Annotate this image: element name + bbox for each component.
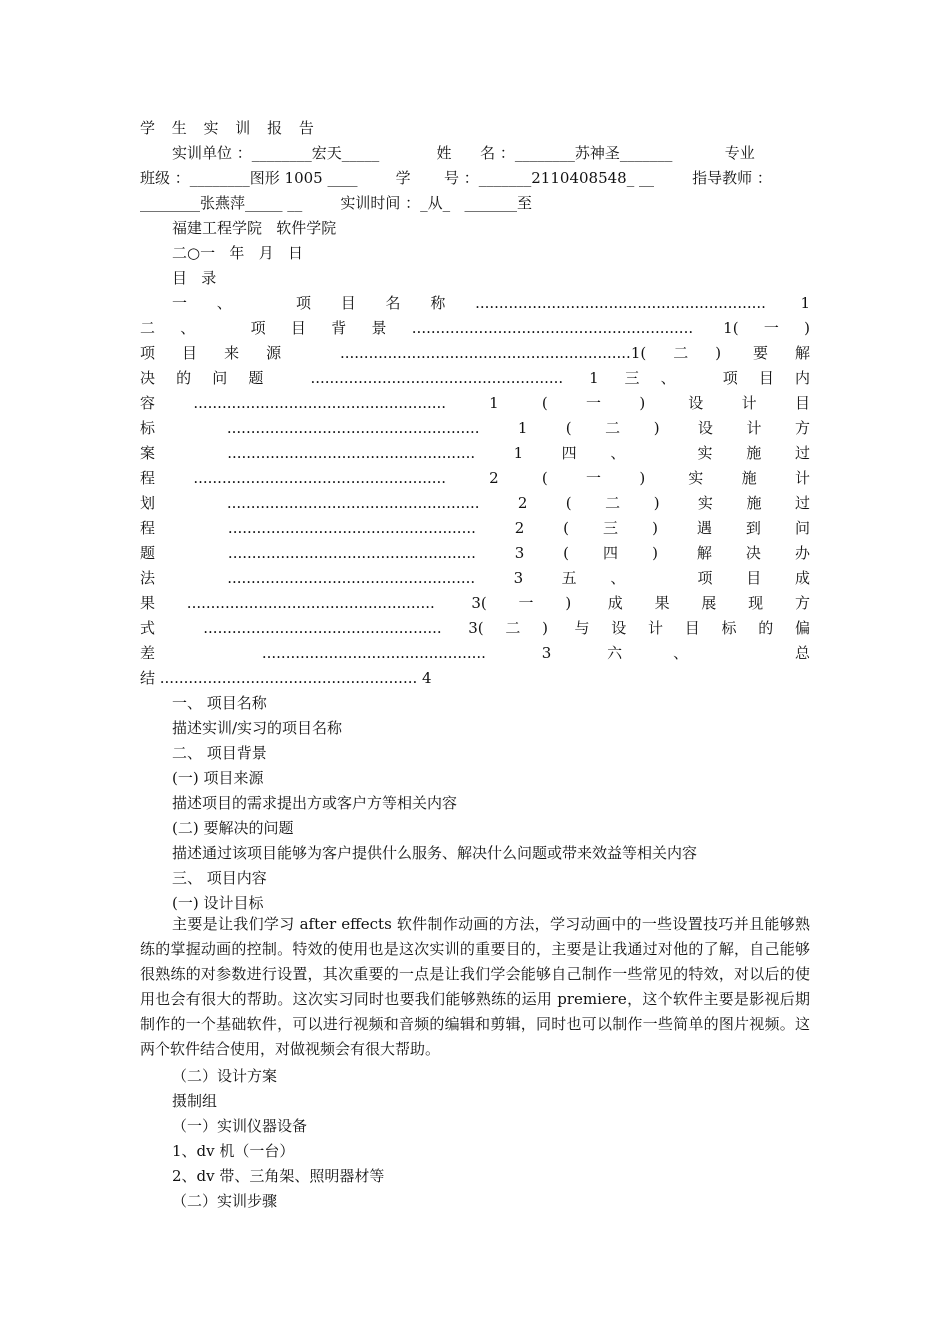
toc-line: 案 .................................................... 1 四、 实施过 [140, 444, 810, 462]
subsection-heading: (一) 项目来源 [172, 769, 264, 787]
subsection-heading: （一）实训仪器设备 [172, 1117, 308, 1135]
toc-line: 题 .................................................... 3 (四) 解决办 [140, 544, 810, 562]
toc-line: 结 ...................................................... 4 [140, 669, 432, 687]
section-text: 描述通过该项目能够为客户提供什么服务、解决什么问题或带来效益等相关内容 [172, 844, 698, 862]
list-item: 2、dv 带、三角架、照明器材等 [172, 1167, 385, 1185]
info-line-1: 实训单位 ：________宏天_____ 姓 名 ：________苏神圣_______ 专业 [172, 144, 755, 162]
toc-line: 二、 项目背景........................................................... 1(一) [140, 319, 810, 337]
toc-line: 程 .................................................... 2 (三) 遇到问 [140, 519, 810, 537]
toc-line: 容..................................................... 1 (一) 设计目 [140, 394, 810, 412]
subsection-heading: （二）实训步骤 [172, 1192, 278, 1210]
subsection-heading: (二) 要解决的问题 [172, 819, 294, 837]
section-heading: 三、 项目内容 [172, 869, 267, 887]
toc-line: 划 ..................................................... 2 (二) 实施过 [140, 494, 810, 512]
toc-heading: 目 录 [172, 269, 217, 287]
subsection-heading: （二）设计方案 [172, 1067, 278, 1085]
section-heading: 一、 项目名称 [172, 694, 267, 712]
info-line-3: ________张燕萍_____ __ 实训时间 ：_从_ _______至 [140, 194, 532, 212]
group-label: 摄制组 [172, 1092, 218, 1110]
report-date: 二○一 年 月 日 [172, 244, 304, 262]
info-line-2: 班级 ：________图形 1005 ____ 学 号 ：_______2110408548_ __ 指导教师 ： [140, 169, 772, 187]
toc-line: 标 ..................................................... 1 (二) 设计方 [140, 419, 810, 437]
toc-line: 一、 项目名称............................................................. 1 [172, 294, 810, 312]
toc-line: 决的问题 ..................................................... 1 三、 项目内 [140, 369, 810, 387]
section-heading: 二、 项目背景 [172, 744, 267, 762]
toc-line: 程..................................................... 2 (一) 实施计 [140, 469, 810, 487]
list-item: 1、dv 机（一台） [172, 1142, 295, 1160]
section-text: 描述项目的需求提出方或客户方等相关内容 [172, 794, 458, 812]
school-name: 福建工程学院 软件学院 [172, 219, 337, 237]
subsection-heading: (一) 设计目标 [172, 894, 264, 912]
design-goal-paragraph: 主要是让我们学习 after effects 软件制作动画的方法，学习动画中的一些设置技巧并且能够熟练的掌握动画的控制。特效的使用也是这次实训的重要目的，主要是让我通过对他的了解，自己能够很熟练的对参数进行设置，其次重要的一点是让我们学会能够自己制作一些常见的特效，对以后的使用也会有很大的帮助。这次实习同时也要我们能够熟练的运用 premiere，这个软件主要是影视后期制作的一个基础软件，可以进行视频和音频的编辑和剪辑，同时也可以制作一些简单的图片视频。这两个软件结合使用，对做视频会有很大帮助。 [140, 915, 810, 1058]
section-text: 描述实训/实习的项目名称 [172, 719, 343, 737]
toc-line: 法 .................................................... 3 五、 项目成 [140, 569, 810, 587]
toc-line: 果.................................................... 3(一) 成果展现方 [140, 594, 810, 612]
toc-line: 差 ............................................... 3 六、 总 [140, 644, 810, 662]
toc-line: 式 .................................................. 3(二) 与设计目标的偏 [140, 619, 810, 637]
toc-line: 项目来源 .............................................................1(二) 要解 [140, 344, 810, 362]
report-title: 学 生 实 训 报 告 [140, 119, 320, 137]
